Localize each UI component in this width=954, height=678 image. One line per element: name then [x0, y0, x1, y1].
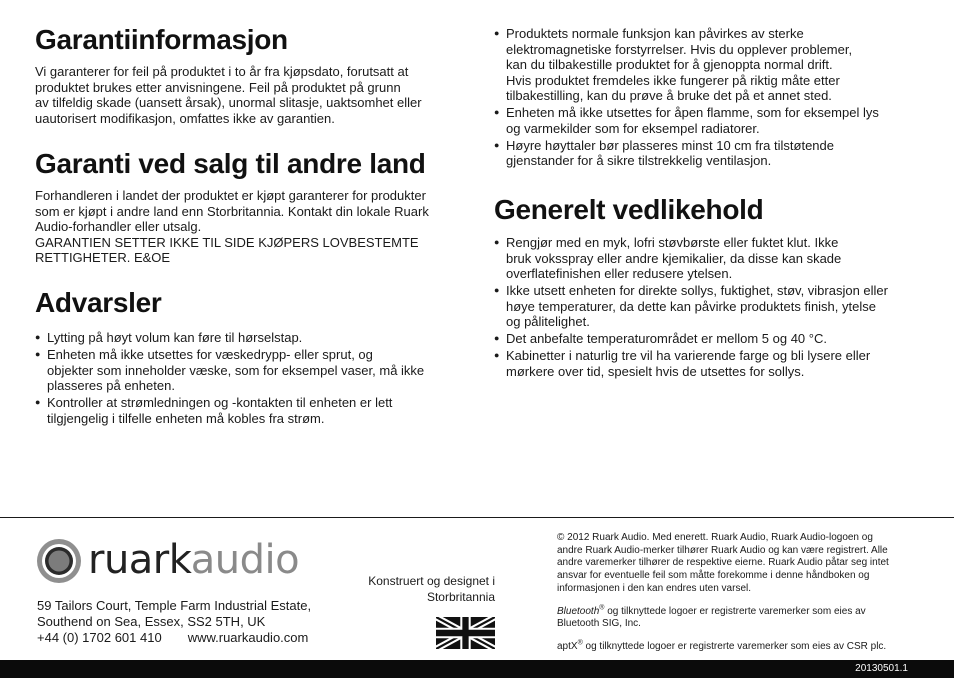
list-item: ● Enheten må ikke utsettes for væskedrypp- eller sprut, og objekter som inneholder væske, som for eksempel vaser, må ikke plasseres på enheten. — [35, 347, 465, 394]
abroad-line: Audio-forhandler eller utsalg. — [35, 219, 202, 234]
copyright-notice: © 2012 Ruark Audio. Med enerett. Ruark Audio, Ruark Audio-logoen og andre Ruark Audio-merker tilhører Ruark Audio og kan være registrert. Alle andre varemerker tilhører de respektive eierne. Ruark Audio påtar seg intet ansvar for eventuelle feil som måtte forekomme i denne håndboken og informasjonen i den kan endres uten varsel. — [557, 532, 889, 594]
abroad-line: som er kjøpt i andre land enn Storbritannia. Kontakt din lokale Ruark — [35, 203, 429, 219]
bluetooth-notice: Bluetooth® og tilknyttede logoer er registrerte varemerker som eies av Bluetooth SIG, Inc. — [557, 604, 866, 630]
warranty-text — [35, 64, 465, 126]
list-item: ● Høyre høyttaler bør plasseres minst 10 cm fra tilstøtende gjenstander for å sikre tilstrekkelig ventilasjon. — [494, 138, 924, 169]
list-item: ● Kabinetter i naturlig tre vil ha varierende farge og bli lysere eller mørkere over tid, spesielt hvis de utsettes for sollys. — [494, 348, 924, 379]
address-line: 59 Tailors Court, Temple Farm Industrial Estate, — [37, 598, 312, 613]
abroad-text — [35, 188, 465, 266]
warranty-line: Vi garanterer for feil på produktet i to år fra kjøpsdato, forutsatt at — [35, 64, 409, 79]
abroad-line: GARANTIEN SETTER IKKE TIL SIDE KJØPERS LOVBESTEMTE — [35, 234, 419, 250]
logo-wordmark — [88, 537, 299, 583]
list-item: ● Kontroller at strømledningen og -kontakten til enheten er lett tilgjengelig i tilfelle enheten må kobles fra strøm. — [35, 395, 465, 426]
aptx-notice: aptX® og tilknyttede logoer er registrerte varemerker som eies av CSR plc. — [557, 639, 887, 652]
abroad-line: RETTIGHETER. E&OE — [35, 250, 171, 265]
contact-line — [37, 630, 311, 646]
logo-audio: audio — [190, 537, 300, 583]
maintenance-title: Generelt vedlikehold — [494, 194, 764, 225]
list-item: ● Det anbefalte temperaturområdet er mellom 5 og 40 °C. — [494, 331, 924, 347]
list-item: ● Produktets normale funksjon kan påvirkes av sterke elektromagnetiske forstyrrelser. Hvis du opplever problemer, kan du tilbakestille produktet for å gjenoppta normal drift. Hvis produktet fremdeles ikke fungerer på riktig måte etter tilbakestilling, kan du prøve å bruke det på et annet sted. — [494, 26, 924, 104]
list-item: ● Enheten må ikke utsettes for åpen flamme, som for eksempel lys og varmekilder som for eksempel radiatorer. — [494, 105, 924, 136]
warranty-title: Garantiinformasjon — [35, 24, 288, 55]
document-code: 20130501.1 — [855, 663, 908, 674]
uk-flag-icon — [436, 617, 495, 649]
footer-bar — [0, 660, 954, 678]
legal-notice — [557, 532, 917, 664]
address-line: Southend on Sea, Essex, SS2 5TH, UK — [37, 614, 266, 629]
list-item: ● Ikke utsett enheten for direkte sollys, fuktighet, støv, vibrasjon eller høye temperaturer, da dette kan påvirke produktets finish, ytelse og pålitelighet. — [494, 283, 924, 330]
made-in-line: Konstruert og designet i — [368, 574, 495, 588]
warranty-line: uautorisert modifikasjon, omfattes ikke av garantien. — [35, 110, 335, 126]
warnings-title: Advarsler — [35, 287, 162, 318]
abroad-title: Garanti ved salg til andre land — [35, 148, 426, 179]
warranty-line: produktet brukes etter anvisningene. Feil på produktet på grunn — [35, 79, 401, 95]
logo-ruark: ruark — [88, 537, 191, 583]
list-item: ● Lytting på høyt volum kan føre til hørselstap. — [35, 330, 465, 346]
made-in-line: Storbritannia — [426, 589, 495, 604]
made-in-note — [340, 574, 495, 605]
ruark-audio-logo — [36, 537, 316, 585]
maintenance-list — [494, 235, 924, 381]
warranty-line: av tilfeldig skade (uansett årsak), unormal slitasje, uaktsomhet eller — [35, 95, 422, 110]
company-address — [37, 598, 311, 646]
website-link[interactable]: www.ruarkaudio.com — [187, 630, 309, 645]
warnings-continued-list — [494, 26, 924, 170]
abroad-line: Forhandleren i landet der produktet er kjøpt garanterer for produkter — [35, 188, 426, 203]
phone-number: +44 (0) 1702 601 410 — [37, 630, 162, 645]
footer-divider — [0, 517, 954, 518]
ruark-logo-icon — [36, 538, 82, 584]
warnings-list — [35, 330, 465, 428]
list-item: ● Rengjør med en myk, lofri støvbørste eller fuktet klut. Ikke bruk voksspray eller andre kjemikalier, da disse kan skade overflatefinishen eller redusere ytelsen. — [494, 235, 924, 282]
